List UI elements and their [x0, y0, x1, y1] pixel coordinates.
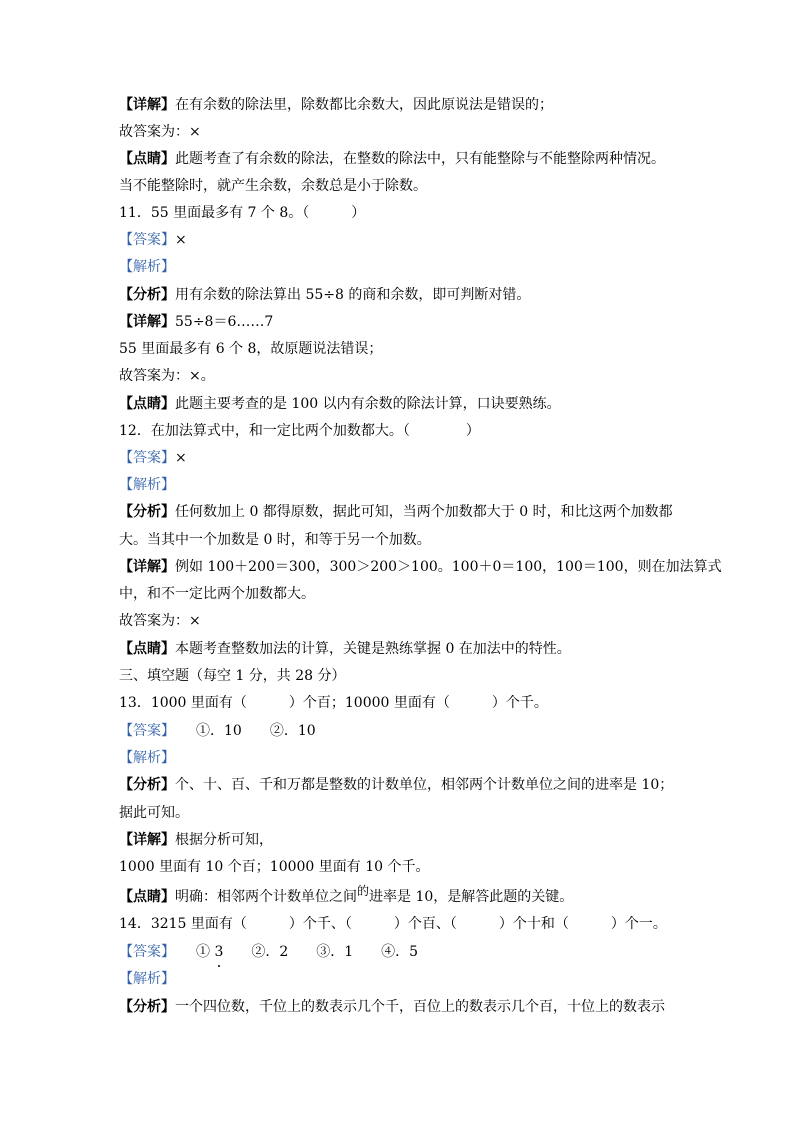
answer-line: 【答案】 ① 3 ②．2 ③．1 ④．5 — [119, 944, 419, 960]
text-line: 【点睛】明确：相邻两个计数单位之间的进率是 10，是解答此题的关键。 — [119, 884, 574, 905]
text-line: 【分析】用有余数的除法算出 55÷8 的商和余数，即可判断对错。 — [119, 287, 531, 303]
text-line: 55 里面最多有 6 个 8，故原题说法错误； — [119, 341, 383, 357]
text-line: 故答案为：× — [119, 613, 201, 629]
question-line: 11．55 里面最多有 7 个 8。（ ） — [119, 205, 366, 221]
text-line: 【详解】在有余数的除法里，除数都比余数大，因此原说法是错误的； — [119, 97, 553, 113]
text-line: 【详解】根据分析可知， — [119, 832, 273, 848]
analysis-heading: 【解析】 — [119, 971, 175, 987]
analysis-heading: 【解析】 — [119, 259, 175, 275]
text-line: 据此可知。 — [119, 805, 189, 821]
answer-line: 【答案】× — [119, 232, 187, 248]
text-line: 故答案为：×。 — [119, 368, 215, 384]
answer-line: 【答案】× — [119, 450, 187, 466]
stray-dot — [218, 965, 220, 967]
text-line: 【分析】任何数加上 0 都得原数，据此可知，当两个加数都大于 0 时，和比这两个加数都 — [119, 504, 673, 520]
text-line: 故答案为：× — [119, 124, 201, 140]
text-line: 【详解】55÷8＝6……7 — [119, 314, 274, 330]
text-line: 【点睛】此题考查了有余数的除法，在整数的除法中，只有能整除与不能整除两种情况。 — [119, 151, 665, 167]
answer-line: 【答案】 ①．10 ②．10 — [119, 723, 316, 739]
text-line: 【详解】例如 100＋200＝300，300＞200＞100。100＋0＝100，100＝100，则在加法算式 — [119, 559, 722, 575]
text-line: 1000 里面有 10 个百；10000 里面有 10 个千。 — [119, 859, 430, 875]
analysis-heading: 【解析】 — [119, 477, 175, 493]
text-line: 【点睛】本题考查整数加法的计算，关键是熟练掌握 0 在加法中的特性。 — [119, 641, 571, 657]
text-line: 【分析】个、十、百、千和万都是整数的计数单位，相邻两个计数单位之间的进率是 10； — [119, 777, 674, 793]
question-line: 14．3215 里面有（ ）个千、（ ）个百、（ ）个十和（ ）个一。 — [119, 916, 667, 932]
text-line: 【点睛】此题主要考查的是 100 以内有余数的除法计算，口诀要熟练。 — [119, 396, 561, 412]
section-heading: 三、填空题（每空 1 分，共 28 分） — [119, 668, 346, 684]
question-line: 12．在加法算式中，和一定比两个加数都大。（ ） — [119, 423, 480, 439]
question-line: 13．1000 里面有（ ）个百；10000 里面有（ ）个千。 — [119, 695, 548, 711]
text-line: 中，和不一定比两个加数都大。 — [119, 586, 315, 602]
analysis-heading: 【解析】 — [119, 750, 175, 766]
text-line: 【分析】一个四位数，千位上的数表示几个千，百位上的数表示几个百，十位上的数表示 — [119, 999, 665, 1015]
text-line: 当不能整除时，就产生余数，余数总是小于除数。 — [119, 178, 427, 194]
text-line: 大。当其中一个加数是 0 时，和等于另一个加数。 — [119, 532, 431, 548]
